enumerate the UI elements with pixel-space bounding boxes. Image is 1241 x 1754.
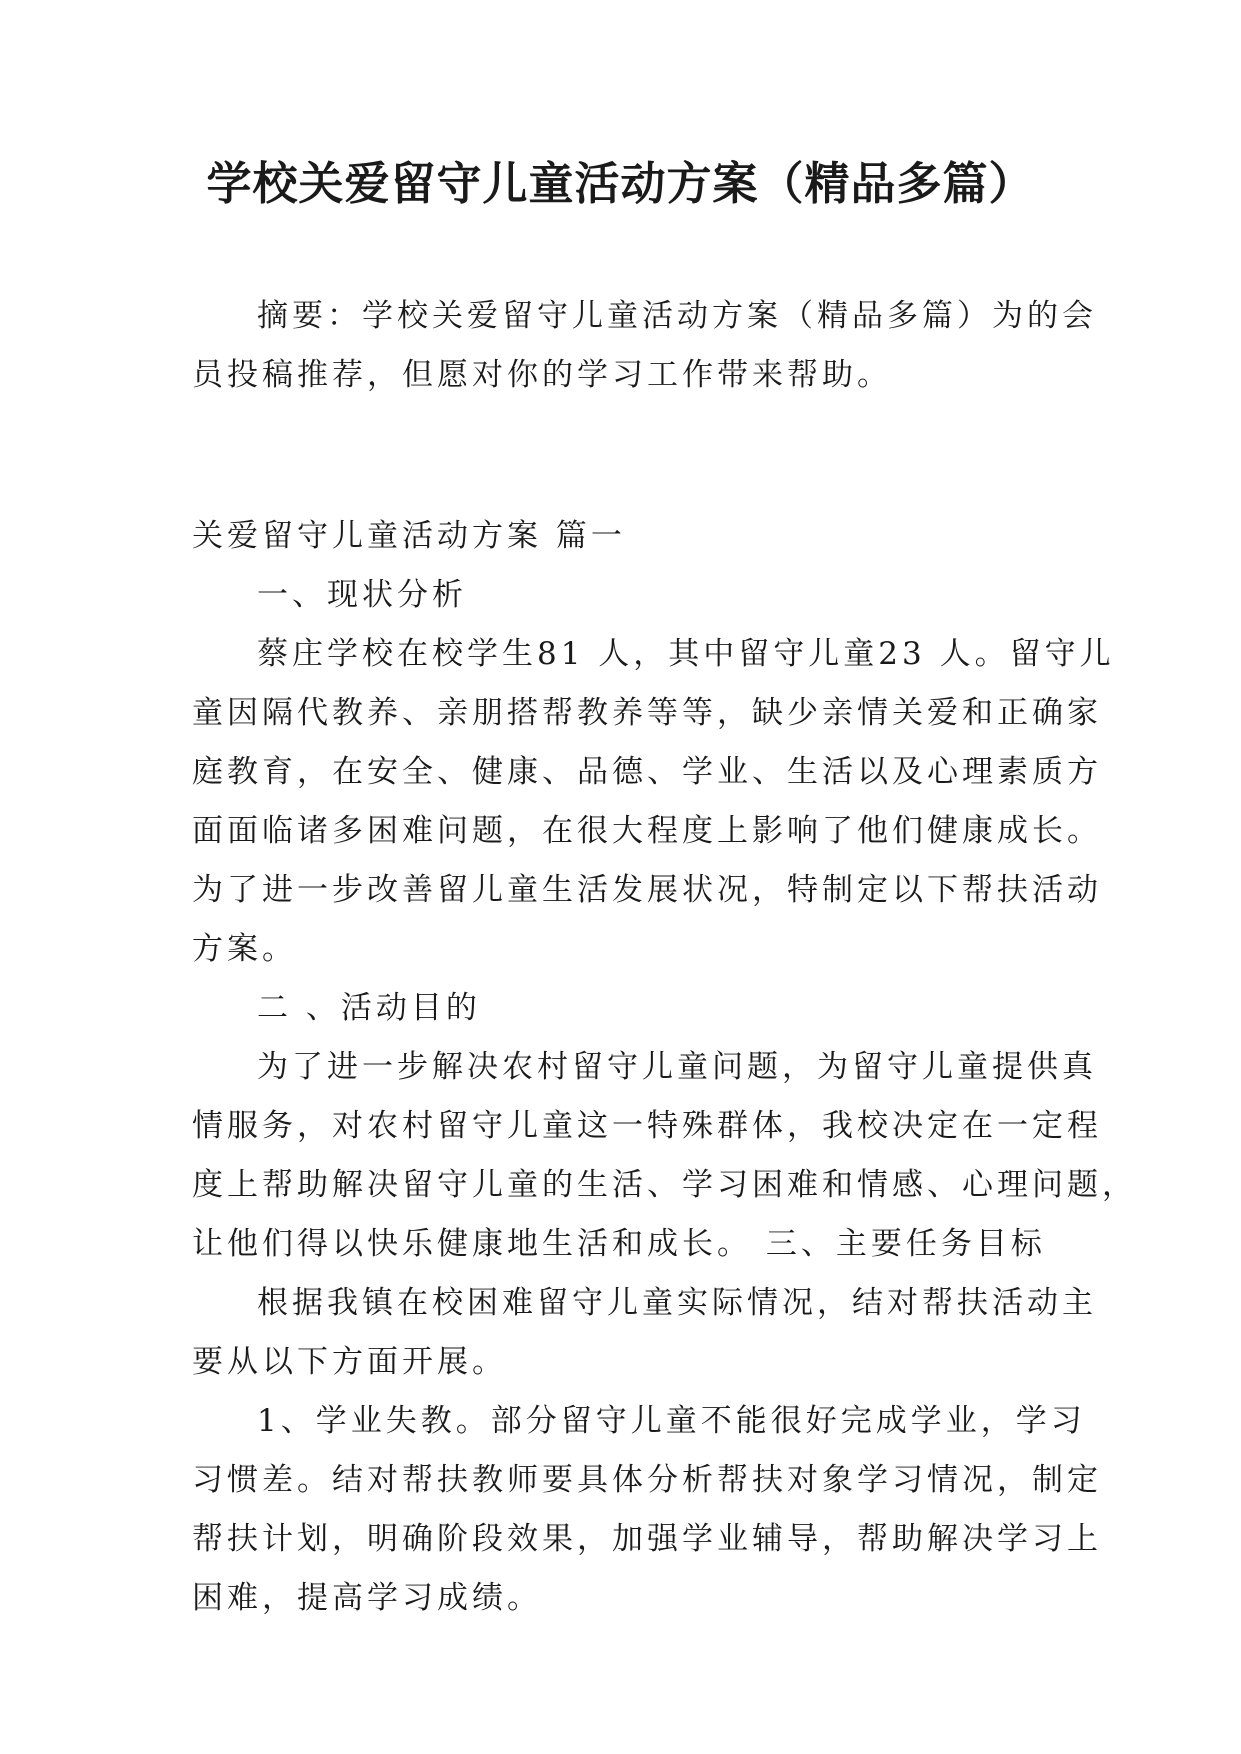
abstract-line: 摘要：学校关爱留守儿童活动方案（精品多篇）为的会 <box>257 298 1097 334</box>
document-title: 学校关爱留守儿童活动方案（精品多篇） <box>206 157 1035 210</box>
spacer <box>192 405 1052 507</box>
paragraph-line: 面面临诸多困难问题，在很大程度上影响了他们健康成长。 <box>192 813 1102 849</box>
paragraph-line: 方案。 <box>192 931 297 967</box>
document-body <box>192 287 1137 1628</box>
paragraph-line: 蔡庄学校在校学生81 人，其中留守儿童23 人。留守儿 <box>257 636 1115 672</box>
abstract-line: 员投稿推荐，但愿对你的学习工作带来帮助。 <box>192 357 892 393</box>
section-heading: 一、现状分析 <box>257 577 467 613</box>
paragraph <box>192 625 1115 979</box>
paragraph-line: 帮扶计划，明确阶段效果，加强学业辅导，帮助解决学习上 <box>192 1521 1102 1557</box>
paragraph-line: 庭教育，在安全、健康、品德、学业、生活以及心理素质方 <box>192 754 1102 790</box>
paragraph-line: 让他们得以快乐健康地生活和成长。 三、主要任务目标 <box>192 1226 1046 1262</box>
paragraph <box>192 1274 1097 1392</box>
section-title: 关爱留守儿童活动方案 篇一 <box>192 518 626 554</box>
paragraph-line: 度上帮助解决留守儿童的生活、学习困难和情感、心理问题， <box>192 1167 1137 1203</box>
section-heading: 二 、活动目的 <box>257 990 481 1026</box>
abstract <box>192 287 1097 405</box>
paragraph-line: 要从以下方面开展。 <box>192 1344 507 1380</box>
paragraph-line: 为了进一步解决农村留守儿童问题，为留守儿童提供真 <box>257 1049 1097 1085</box>
paragraph-line: 为了进一步改善留儿童生活发展状况，特制定以下帮扶活动 <box>192 872 1102 908</box>
paragraph <box>192 1392 1102 1628</box>
paragraph-line: 童因隔代教养、亲朋搭帮教养等等，缺少亲情关爱和正确家 <box>192 695 1102 731</box>
paragraph-line: 困难，提高学习成绩。 <box>192 1580 542 1616</box>
paragraph-line: 习惯差。结对帮扶教师要具体分析帮扶对象学习情况，制定 <box>192 1462 1102 1498</box>
paragraph-line: 情服务，对农村留守儿童这一特殊群体，我校决定在一定程 <box>192 1108 1102 1144</box>
paragraph <box>192 1038 1137 1274</box>
paragraph-line: 1、学业失教。部分留守儿童不能很好完成学业，学习 <box>257 1403 1086 1439</box>
paragraph-line: 根据我镇在校困难留守儿童实际情况，结对帮扶活动主 <box>257 1285 1097 1321</box>
